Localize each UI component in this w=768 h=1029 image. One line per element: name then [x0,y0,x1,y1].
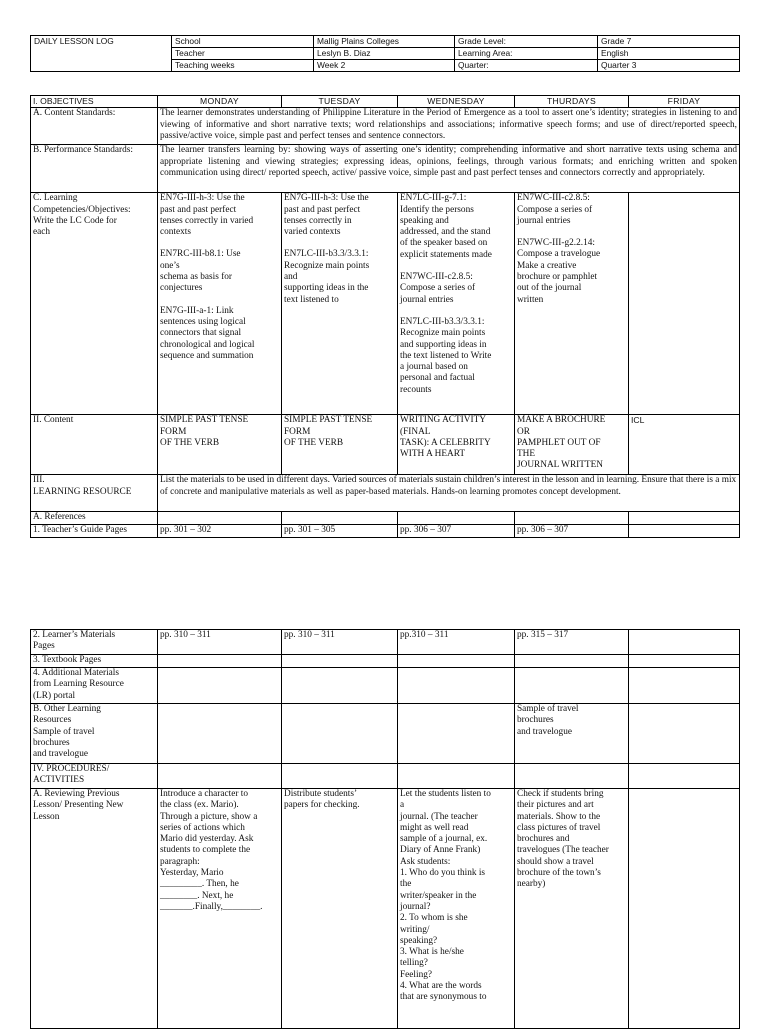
day-friday: FRIDAY [629,96,740,108]
other-resources-label: B. Other Learning Resources Sample of travel brochures and travelogue [31,704,158,764]
reviewing-friday [629,789,740,1029]
teachers-guide-tuesday: pp. 301 – 305 [282,524,398,537]
school-value: Mallig Plains Colleges [314,36,455,48]
learners-materials-friday [629,630,740,655]
grade-level-value: Grade 7 [598,36,740,48]
content-label: II. Content [31,415,158,475]
competencies-friday [629,193,740,415]
reviewing-thursday: Check if students bring their pictures and art materials. Show to the class pictures of travel brochures and travelogues (The teacher should show a travel brochure of the town’s nearby) [515,789,629,1029]
lesson-log-table-continued [30,629,740,1029]
learners-materials-wednesday: pp.310 – 311 [398,630,515,655]
learning-resource-text: List the materials to be used in different days. Varied sources of materials sustain children’s interest in the lesson and in learning. Ensure that there is a mix of concrete and manipulative materials as well as paper-based materials. Hands-on learning promotes concept development. [158,475,740,512]
content-standards-label: A. Content Standards: [31,108,158,145]
log-title: DAILY LESSON LOG [31,36,172,72]
teachers-guide-monday: pp. 301 – 302 [158,524,282,537]
day-thursday: THURDAYS [515,96,629,108]
learning-area-value: English [598,48,740,60]
lesson-log-table [30,95,740,538]
day-wednesday: WEDNESDAY [398,96,515,108]
reviewing-monday: Introduce a character to the class (ex. Mario). Through a picture, show a series of actions which Mario did yesterday. Ask students to complete the paragraph: Yesterday, Mario _________. Then, he ________. Next, he _______.Finally,________. [158,789,282,1029]
objectives-heading: I. OBJECTIVES [31,96,158,108]
reviewing-label: A. Reviewing Previous Lesson/ Presenting New Lesson [31,789,158,1029]
teaching-weeks-label: Teaching weeks [172,60,314,72]
other-resources-thursday: Sample of travel brochures and travelogue [515,704,629,764]
performance-standards-label: B. Performance Standards: [31,145,158,193]
content-tuesday: SIMPLE PAST TENSE FORM OF THE VERB [282,415,398,475]
teacher-label: Teacher [172,48,314,60]
quarter-label: Quarter: [455,60,598,72]
day-monday: MONDAY [158,96,282,108]
learners-materials-thursday: pp. 315 – 317 [515,630,629,655]
content-wednesday: WRITING ACTIVITY (FINAL TASK): A CELEBRITY WITH A HEART [398,415,515,475]
learners-materials-monday: pp. 310 – 311 [158,630,282,655]
procedures-label: IV. PROCEDURES/ ACTIVITIES [31,764,158,789]
learners-materials-label: 2. Learner’s Materials Pages [31,630,158,655]
teachers-guide-thursday: pp. 306 – 307 [515,524,629,537]
textbook-label: 3. Textbook Pages [31,655,158,668]
learning-resource-label: III. LEARNING RESOURCE [31,475,158,512]
teaching-weeks-value: Week 2 [314,60,455,72]
reviewing-tuesday: Distribute students’ papers for checking. [282,789,398,1029]
teacher-value: Leslyn B. Diaz [314,48,455,60]
teachers-guide-wednesday: pp. 306 – 307 [398,524,515,537]
references-label: A. References [31,512,158,524]
teachers-guide-label: 1. Teacher’s Guide Pages [31,524,158,537]
competencies-tuesday: EN7G-III-h-3: Use the past and past perfect tenses correctly in varied contexts EN7LC-III-b3.3/3.3.1: Recognize main points and supporting ideas in the text listened to [282,193,398,415]
content-monday: SIMPLE PAST TENSE FORM OF THE VERB [158,415,282,475]
content-friday: ICL [629,415,740,475]
competencies-wednesday: EN7LC-III-g-7.1: Identify the persons speaking and addressed, and the stand of the speaker based on explicit statements made EN7WC-III-c2.8.5: Compose a series of journal entries EN7LC-III-b3.3/3.3.1: Recognize main points and supporting ideas in the text listened to Write a journal based on personal and factual recounts [398,193,515,415]
competencies-thursday: EN7WC-III-c2.8.5: Compose a series of journal entries EN7WC-III-g2.2.14: Compose a travelogue Make a creative brochure or pamphlet out of the journal written [515,193,629,415]
competencies-monday: EN7G-III-h-3: Use the past and past perfect tenses correctly in varied contexts EN7RC-III-b8.1: Use one’s schema as basis for conjectures EN7G-III-a-1: Link sentences using logical connectors that signal chronological and logical sequence and summation [158,193,282,415]
content-thursday: MAKE A BROCHURE OR PAMPHLET OUT OF THE JOURNAL WRITTEN [515,415,629,475]
quarter-value: Quarter 3 [598,60,740,72]
learning-area-label: Learning Area: [455,48,598,60]
competencies-label: C. Learning Competencies/Objectives: Write the LC Code for each [31,193,158,415]
day-tuesday: TUESDAY [282,96,398,108]
content-standards-text: The learner demonstrates understanding of Philippine Literature in the Period of Emergence as a tool to assert one’s identity; strategies in listening to and viewing of informative and short narrative texts; word relationships and associations; informative speech forms; and use of direct/reported speech, passive/active voice, simple past and perfect tenses and sentence connectors. [158,108,740,145]
performance-standards-text: The learner transfers learning by: showing ways of asserting one’s identity; comprehending informative and short narrative texts using schema and appropriate listening and viewing strategies; expressing ideas, opinions, feelings, through various formats; and enriching written and spoken communication using direct/ reported speech, active/ passive voice, simple past and past perfect tenses and connectors correctly and appropriately. [158,145,740,193]
grade-level-label: Grade Level: [455,36,598,48]
learners-materials-tuesday: pp. 310 – 311 [282,630,398,655]
reviewing-wednesday: Let the students listen to a journal. (The teacher might as well read sample of a journal, ex. Diary of Anne Frank) Ask students: 1. Who do you think is the writer/speaker in the journal? 2. To whom is she writing/ speaking? 3. What is he/she telling? Feeling? 4. What are the words that are synonymous to [398,789,515,1029]
teachers-guide-friday [629,524,740,537]
school-label: School [172,36,314,48]
header-table [30,35,740,72]
additional-materials-label: 4. Additional Materials from Learning Resource (LR) portal [31,668,158,704]
